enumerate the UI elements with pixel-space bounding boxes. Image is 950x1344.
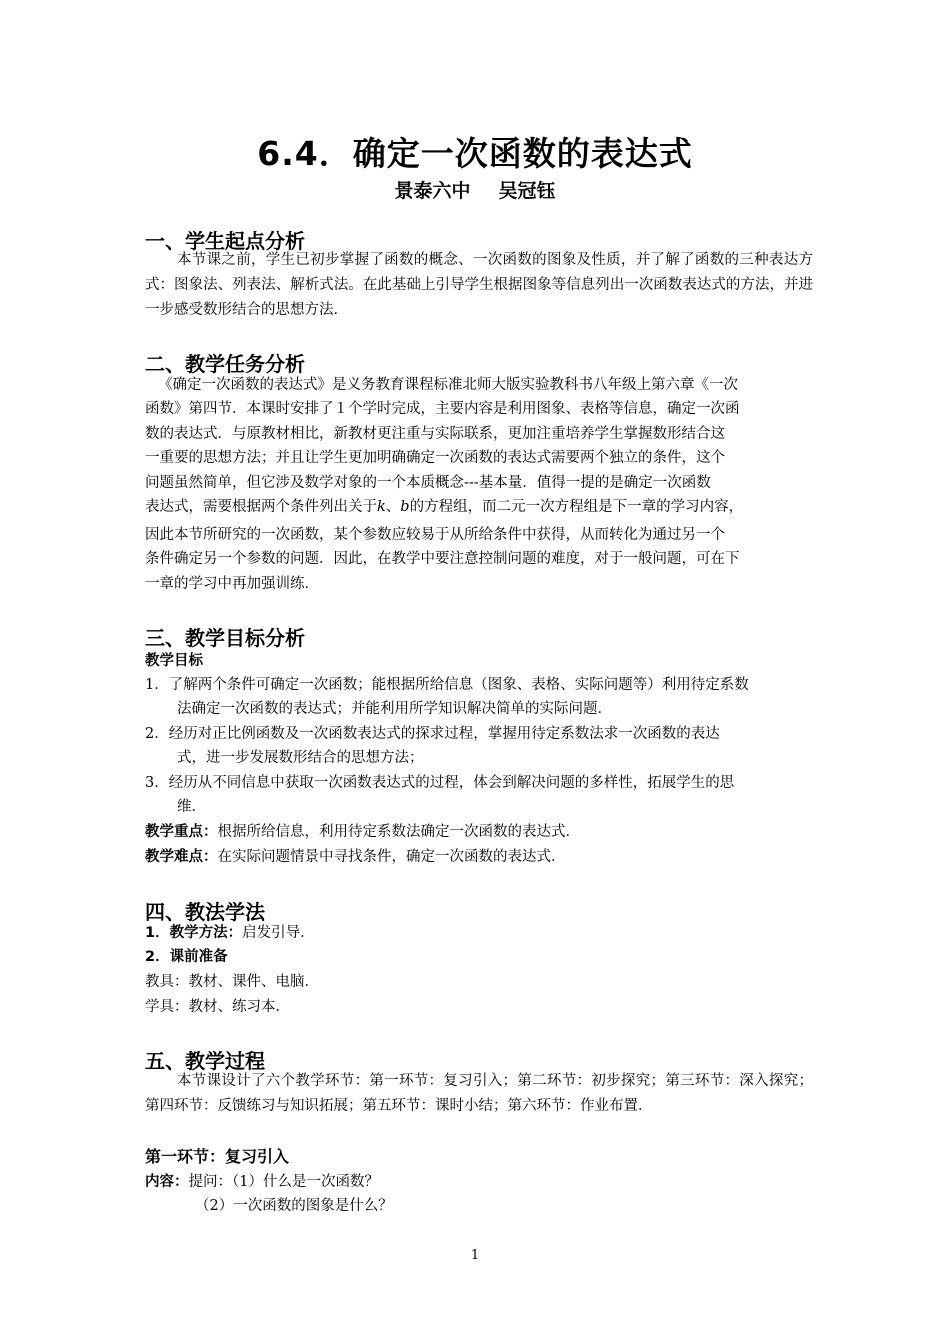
content-label: 内容： — [145, 1174, 189, 1190]
question-1: 提问：（1）什么是一次函数？ — [188, 1174, 379, 1190]
section-2-line-1: 《确定一次函数的表达式》是义务教育课程标准北师大版实验教科书八年级上第六章《一次 — [158, 377, 738, 393]
line-6-end: 的方程组，而二元一次方程组是下一章的学习内容， — [409, 499, 744, 515]
method-text: 启发引导． — [242, 925, 315, 941]
section-5-paragraph: 本节课设计了六个教学环节：第一环节：复习引入；第二环节：初步探究；第三环节：深入探究；第四环节：反馈练习与知识拓展；第五环节：课时小结；第六环节：作业布置． — [145, 1073, 813, 1114]
section-heading-2: 二、教学任务分析 — [145, 352, 305, 376]
section-1-paragraph: 本节课之前，学生已初步掌握了函数的概念、一次函数的图象及性质，并了解了函数的三种表达方式：图象法、列表法、解析式法。在此基础上引导学生根据图象等信息列出一次函数表达式的方法，并进一步感受数形结合的思想方法． — [145, 252, 813, 318]
key-point-line — [145, 821, 580, 843]
goals-subheading: 教学目标 — [145, 653, 203, 669]
preparation-number: 2． — [145, 949, 170, 965]
section-2-line-9: 一章的学习中再加强训练． — [145, 576, 319, 592]
goal-2-line-1: 2．经历对正比例函数及一次函数表达式的探求过程，掌握用待定系数法求一次函数的表达 — [145, 726, 720, 742]
line-6-start: 表达式，需要根据两个条件列出关于 — [145, 499, 377, 515]
page-number: 1 — [470, 1248, 480, 1263]
section-heading-5: 五、教学过程 — [145, 1049, 265, 1073]
section-heading-4: 四、教法学法 — [145, 900, 265, 924]
method-label: 教学方法： — [169, 925, 243, 941]
section-2-line-8: 条件确定另一个参数的问题．因此，在教学中要注意控制问题的难度，对于一般问题，可在下 — [145, 551, 740, 567]
section-heading-1: 一、学生起点分析 — [145, 229, 305, 253]
section-2-line-6 — [145, 496, 743, 518]
key-point-text: 根据所给信息，利用待定系数法确定一次函数的表达式． — [217, 824, 580, 840]
question-2: （2）一次函数的图象是什么？ — [195, 1198, 393, 1214]
section-2-line-4: 一重要的思想方法；并且让学生更加明确确定一次函数的表达式需要两个独立的条件，这个 — [145, 450, 725, 466]
key-point-label: 教学重点： — [145, 824, 218, 840]
student-tools-line: 学具：教材、练习本． — [145, 999, 290, 1015]
section-2-line-7: 因此本节所研究的一次函数，某个参数应较易于从所给条件中获得，从而转化为通过另一个 — [145, 527, 725, 543]
goal-1-line-1: 1．了解两个条件可确定一次函数；能根据所给信息（图象、表格、实际问题等）利用待定系数 — [145, 677, 749, 693]
section-2-line-2: 函数》第四节．本课时安排了１个学时完成，主要内容是利用图象、表格等信息，确定一次函 — [145, 401, 740, 417]
difficulty-line — [145, 846, 566, 868]
goal-1-line-2: 法确定一次函数的表达式；并能利用所学知识解决简单的实际问题． — [177, 701, 612, 717]
author-name: 吴冠钰 — [498, 180, 556, 202]
goal-3-line-1: 3．经历从不同信息中获取一次函数表达式的过程，体会到解决问题的多样性，拓展学生的思 — [145, 775, 735, 791]
difficulty-label: 教学难点： — [145, 849, 218, 865]
variable-k: k — [377, 499, 386, 515]
step-1-heading: 第一环节：复习引入 — [145, 1147, 290, 1166]
variable-b: b — [400, 499, 410, 515]
goal-3-line-2: 维． — [177, 799, 206, 815]
section-2-line-3: 数的表达式．与原教材相比，新教材更注重与实际联系，更加注重培养学生掌握数形结合这 — [145, 426, 725, 442]
method-number: 1． — [145, 925, 170, 941]
content-line — [145, 1171, 379, 1193]
author-line — [0, 176, 950, 203]
difficulty-text: 在实际问题情景中寻找条件，确定一次函数的表达式． — [217, 849, 566, 865]
variable-separator: 、 — [385, 499, 401, 515]
teacher-tools-line: 教具：教材、课件、电脑． — [145, 974, 319, 990]
page-title: 6.4．确定一次函数的表达式 — [257, 134, 693, 173]
author-school: 景泰六中 — [394, 180, 471, 202]
section-heading-3: 三、教学目标分析 — [145, 626, 305, 650]
method-line — [145, 922, 315, 944]
section-2-line-5: 问题虽然简单，但它涉及数学对象的一个本质概念---基本量．值得一提的是确定一次函数 — [145, 475, 711, 491]
goal-2-line-2: 式，进一步发展数形结合的思想方法； — [177, 750, 424, 766]
preparation-label: 课前准备 — [169, 949, 228, 965]
preparation-line — [145, 946, 228, 968]
